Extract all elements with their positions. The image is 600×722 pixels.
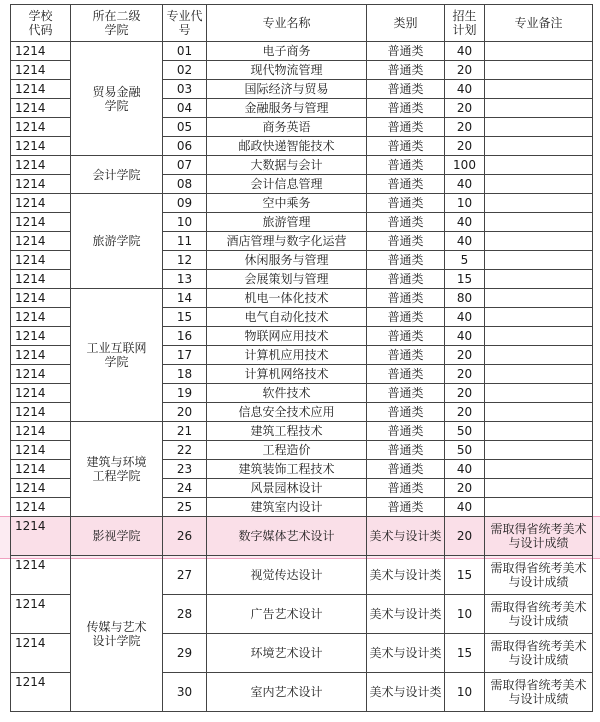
college-cell: 工业互联网 学院 [71,289,163,422]
major-name-cell: 风景园林设计 [207,479,367,498]
header-college: 所在二级 学院 [71,5,163,42]
category-cell: 普通类 [367,460,445,479]
header-major-code: 专业代 号 [163,5,207,42]
major-name-cell: 会展策划与管理 [207,270,367,289]
major-name-cell: 机电一体化技术 [207,289,367,308]
category-cell: 普通类 [367,346,445,365]
major-name-cell: 物联网应用技术 [207,327,367,346]
school-code-cell: 1214 [11,346,71,365]
school-code-cell: 1214 [11,556,71,595]
major-name-cell: 金融服务与管理 [207,99,367,118]
college-cell: 旅游学院 [71,194,163,289]
school-code-cell: 1214 [11,479,71,498]
remarks-cell [485,479,593,498]
school-code-cell: 1214 [11,460,71,479]
enrollment-cell: 20 [445,118,485,137]
major-code-cell: 05 [163,118,207,137]
enrollment-cell: 40 [445,42,485,61]
remarks-cell [485,80,593,99]
header-category: 类别 [367,5,445,42]
header-row [11,5,593,42]
remarks-cell [485,403,593,422]
header-major-name: 专业名称 [207,5,367,42]
category-cell: 美术与设计类 [367,556,445,595]
category-cell: 普通类 [367,194,445,213]
major-code-cell: 15 [163,308,207,327]
school-code-cell: 1214 [11,327,71,346]
major-name-cell: 建筑工程技术 [207,422,367,441]
school-code-cell: 1214 [11,175,71,194]
school-code-cell: 1214 [11,80,71,99]
school-code-cell: 1214 [11,403,71,422]
enrollment-cell: 40 [445,327,485,346]
major-code-cell: 25 [163,498,207,517]
school-code-cell: 1214 [11,118,71,137]
category-cell: 普通类 [367,42,445,61]
category-cell: 普通类 [367,232,445,251]
remarks-cell: 需取得省统考美术 与设计成绩 [485,595,593,634]
school-code-cell: 1214 [11,441,71,460]
remarks-cell [485,99,593,118]
remarks-cell [485,118,593,137]
category-cell: 普通类 [367,479,445,498]
major-code-cell: 09 [163,194,207,213]
major-code-cell: 30 [163,673,207,712]
table-row [11,194,593,213]
school-code-cell: 1214 [11,156,71,175]
category-cell: 美术与设计类 [367,634,445,673]
category-cell: 普通类 [367,422,445,441]
college-cell: 会计学院 [71,156,163,194]
remarks-cell [485,232,593,251]
remarks-cell [485,365,593,384]
category-cell: 美术与设计类 [367,517,445,556]
major-name-cell: 室内艺术设计 [207,673,367,712]
enrollment-plan-table [10,4,593,712]
college-cell: 影视学院 [71,517,163,556]
school-code-cell: 1214 [11,213,71,232]
category-cell: 普通类 [367,270,445,289]
enrollment-cell: 10 [445,673,485,712]
category-cell: 普通类 [367,99,445,118]
major-name-cell: 视觉传达设计 [207,556,367,595]
enrollment-cell: 20 [445,346,485,365]
enrollment-cell: 10 [445,595,485,634]
major-code-cell: 16 [163,327,207,346]
major-code-cell: 14 [163,289,207,308]
school-code-cell: 1214 [11,595,71,634]
major-name-cell: 数字媒体艺术设计 [207,517,367,556]
major-name-cell: 商务英语 [207,118,367,137]
enrollment-cell: 50 [445,441,485,460]
major-name-cell: 信息安全技术应用 [207,403,367,422]
major-code-cell: 04 [163,99,207,118]
remarks-cell [485,175,593,194]
major-code-cell: 06 [163,137,207,156]
enrollment-cell: 20 [445,365,485,384]
enrollment-cell: 80 [445,289,485,308]
category-cell: 普通类 [367,118,445,137]
category-cell: 普通类 [367,137,445,156]
remarks-cell [485,42,593,61]
category-cell: 普通类 [367,61,445,80]
remarks-cell [485,441,593,460]
enrollment-cell: 20 [445,479,485,498]
category-cell: 普通类 [367,213,445,232]
major-code-cell: 11 [163,232,207,251]
major-code-cell: 17 [163,346,207,365]
header-enrollment: 招生 计划 [445,5,485,42]
enrollment-cell: 20 [445,384,485,403]
major-name-cell: 旅游管理 [207,213,367,232]
category-cell: 普通类 [367,403,445,422]
school-code-cell: 1214 [11,194,71,213]
major-name-cell: 计算机应用技术 [207,346,367,365]
remarks-cell [485,156,593,175]
major-code-cell: 10 [163,213,207,232]
remarks-cell [485,422,593,441]
table-row [11,517,593,556]
school-code-cell: 1214 [11,422,71,441]
major-code-cell: 29 [163,634,207,673]
remarks-cell [485,137,593,156]
major-code-cell: 12 [163,251,207,270]
major-name-cell: 空中乘务 [207,194,367,213]
school-code-cell: 1214 [11,498,71,517]
enrollment-cell: 5 [445,251,485,270]
school-code-cell: 1214 [11,251,71,270]
major-code-cell: 08 [163,175,207,194]
major-code-cell: 03 [163,80,207,99]
category-cell: 普通类 [367,441,445,460]
category-cell: 普通类 [367,498,445,517]
school-code-cell: 1214 [11,232,71,251]
category-cell: 普通类 [367,289,445,308]
major-name-cell: 现代物流管理 [207,61,367,80]
major-name-cell: 建筑装饰工程技术 [207,460,367,479]
major-name-cell: 工程造价 [207,441,367,460]
major-code-cell: 19 [163,384,207,403]
category-cell: 美术与设计类 [367,595,445,634]
remarks-cell [485,308,593,327]
enrollment-cell: 10 [445,194,485,213]
table-row [11,422,593,441]
major-code-cell: 18 [163,365,207,384]
school-code-cell: 1214 [11,365,71,384]
enrollment-cell: 20 [445,403,485,422]
enrollment-cell: 100 [445,156,485,175]
remarks-cell [485,270,593,289]
major-name-cell: 大数据与会计 [207,156,367,175]
enrollment-cell: 20 [445,99,485,118]
remarks-cell [485,194,593,213]
category-cell: 普通类 [367,156,445,175]
major-code-cell: 22 [163,441,207,460]
major-name-cell: 休闲服务与管理 [207,251,367,270]
table-row [11,556,593,595]
school-code-cell: 1214 [11,384,71,403]
category-cell: 普通类 [367,327,445,346]
enrollment-cell: 40 [445,80,485,99]
category-cell: 普通类 [367,365,445,384]
major-name-cell: 酒店管理与数字化运营 [207,232,367,251]
major-code-cell: 28 [163,595,207,634]
enrollment-cell: 40 [445,175,485,194]
enrollment-cell: 50 [445,422,485,441]
remarks-cell [485,460,593,479]
table-row [11,42,593,61]
enrollment-cell: 20 [445,517,485,556]
remarks-cell [485,251,593,270]
enrollment-cell: 40 [445,308,485,327]
major-code-cell: 23 [163,460,207,479]
header-remarks: 专业备注 [485,5,593,42]
remarks-cell: 需取得省统考美术 与设计成绩 [485,673,593,712]
school-code-cell: 1214 [11,270,71,289]
school-code-cell: 1214 [11,289,71,308]
remarks-cell [485,213,593,232]
major-code-cell: 02 [163,61,207,80]
major-code-cell: 21 [163,422,207,441]
major-code-cell: 27 [163,556,207,595]
category-cell: 普通类 [367,175,445,194]
category-cell: 普通类 [367,80,445,99]
major-name-cell: 计算机网络技术 [207,365,367,384]
major-name-cell: 国际经济与贸易 [207,80,367,99]
category-cell: 普通类 [367,308,445,327]
school-code-cell: 1214 [11,634,71,673]
enrollment-cell: 40 [445,460,485,479]
major-code-cell: 01 [163,42,207,61]
major-name-cell: 环境艺术设计 [207,634,367,673]
enrollment-cell: 40 [445,213,485,232]
category-cell: 普通类 [367,384,445,403]
major-name-cell: 会计信息管理 [207,175,367,194]
major-name-cell: 广告艺术设计 [207,595,367,634]
enrollment-cell: 20 [445,137,485,156]
major-code-cell: 07 [163,156,207,175]
header-school-code: 学校 代码 [11,5,71,42]
enrollment-cell: 15 [445,270,485,289]
category-cell: 普通类 [367,251,445,270]
school-code-cell: 1214 [11,673,71,712]
college-cell: 建筑与环境 工程学院 [71,422,163,517]
school-code-cell: 1214 [11,517,71,556]
remarks-cell: 需取得省统考美术 与设计成绩 [485,517,593,556]
major-name-cell: 软件技术 [207,384,367,403]
table-row [11,289,593,308]
remarks-cell [485,61,593,80]
enrollment-cell: 40 [445,498,485,517]
enrollment-cell: 15 [445,556,485,595]
table-row [11,156,593,175]
enrollment-cell: 20 [445,61,485,80]
enrollment-cell: 40 [445,232,485,251]
remarks-cell [485,498,593,517]
college-cell: 传媒与艺术 设计学院 [71,556,163,712]
major-name-cell: 建筑室内设计 [207,498,367,517]
remarks-cell: 需取得省统考美术 与设计成绩 [485,634,593,673]
remarks-cell [485,327,593,346]
remarks-cell [485,346,593,365]
major-name-cell: 电子商务 [207,42,367,61]
enrollment-cell: 15 [445,634,485,673]
school-code-cell: 1214 [11,42,71,61]
major-code-cell: 13 [163,270,207,289]
school-code-cell: 1214 [11,61,71,80]
school-code-cell: 1214 [11,137,71,156]
school-code-cell: 1214 [11,308,71,327]
remarks-cell [485,289,593,308]
major-code-cell: 24 [163,479,207,498]
category-cell: 美术与设计类 [367,673,445,712]
major-code-cell: 26 [163,517,207,556]
major-code-cell: 20 [163,403,207,422]
remarks-cell: 需取得省统考美术 与设计成绩 [485,556,593,595]
major-name-cell: 邮政快递智能技术 [207,137,367,156]
school-code-cell: 1214 [11,99,71,118]
remarks-cell [485,384,593,403]
major-name-cell: 电气自动化技术 [207,308,367,327]
college-cell: 贸易金融 学院 [71,42,163,156]
